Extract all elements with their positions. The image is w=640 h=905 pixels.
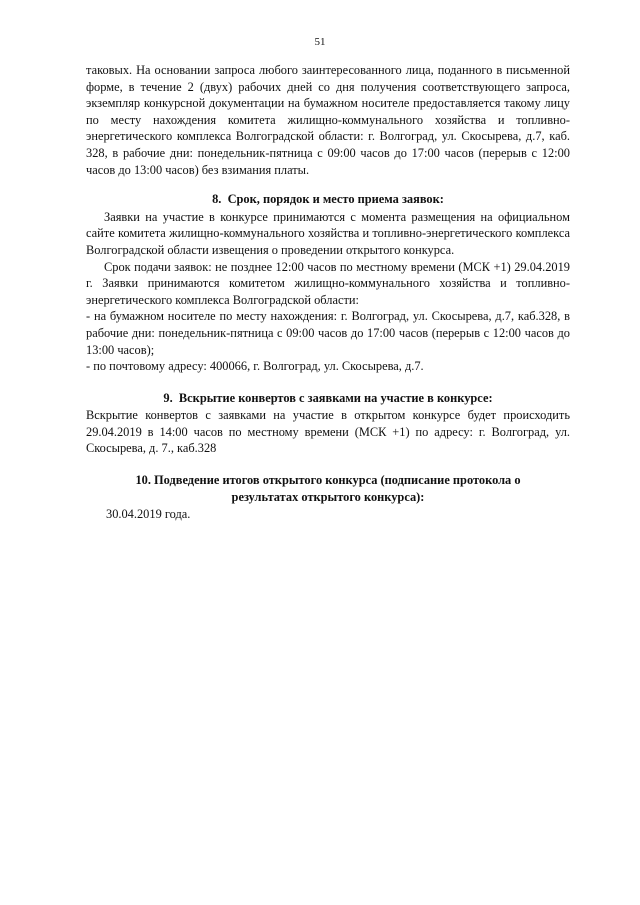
section-8-list-item-paper: - на бумажном носителе по месту нахождения: г. Волгоград, ул. Скосырева, д.7, каб.328, в рабочие дни: понедельник-пятница с 09:00 часов до 17:00 часов (перерыв с 12:00 часов до 13:00 часов);	[86, 309, 570, 357]
document-body	[86, 62, 570, 523]
section-9-paragraph-1: Вскрытие конвертов с заявками на участие в открытом конкурсе будет происходить 29.04.2019 в 14:00 часов по местному времени (МСК +1) по адресу: г. Волгоград, ул. Скосырева, д. 7., каб.328	[86, 408, 570, 456]
section-10-date: 30.04.2019 года.	[106, 507, 191, 522]
section-9-heading: 9. Вскрытие конвертов с заявками на участие в конкурсе:	[163, 390, 493, 405]
section-8-heading: 8. Срок, порядок и место приема заявок:	[212, 192, 444, 207]
section-8-list-item-post: - по почтовому адресу: 400066, г. Волгоград, ул. Скосырева, д.7.	[86, 359, 424, 374]
section-10-heading-line-1: 10. Подведение итогов открытого конкурса (подписание протокола о	[135, 473, 521, 488]
section-8-paragraph-1: Заявки на участие в конкурсе принимаются с момента размещения на официальном сайте комитета жилищно-коммунального хозяйства и топливно-энергетического комплекса Волгоградской области извещения о проведении открытого конкурса.	[86, 209, 570, 257]
page-number: 51	[314, 36, 326, 48]
intro-paragraph: таковых. На основании запроса любого заинтересованного лица, поданного в письменной форме, в течение 2 (двух) рабочих дней со дня получения соответствующего запроса, экземпляр конкурсной документации на бумажном носителе предоставляется такому лицу по месту нахождения комитета жилищно-коммунального хозяйства и топливно-энергетического комплекса Волгоградской области: г. Волгоград, ул. Скосырева, д.7, каб. 328, в рабочие дни: понедельник-пятница с 09:00 часов до 17:00 часов (перерыв с 12:00 часов до 13:00 часов) без взимания платы.	[86, 63, 570, 177]
section-8-paragraph-2: Срок подачи заявок: не позднее 12:00 часов по местному времени (МСК +1) 29.04.2019 г. Заявки принимаются комитетом жилищно-коммунального хозяйства и топливно-энергетического комплекса Волгоградской области:	[86, 259, 570, 307]
section-10-heading-line-2: результатах открытого конкурса):	[231, 489, 425, 504]
